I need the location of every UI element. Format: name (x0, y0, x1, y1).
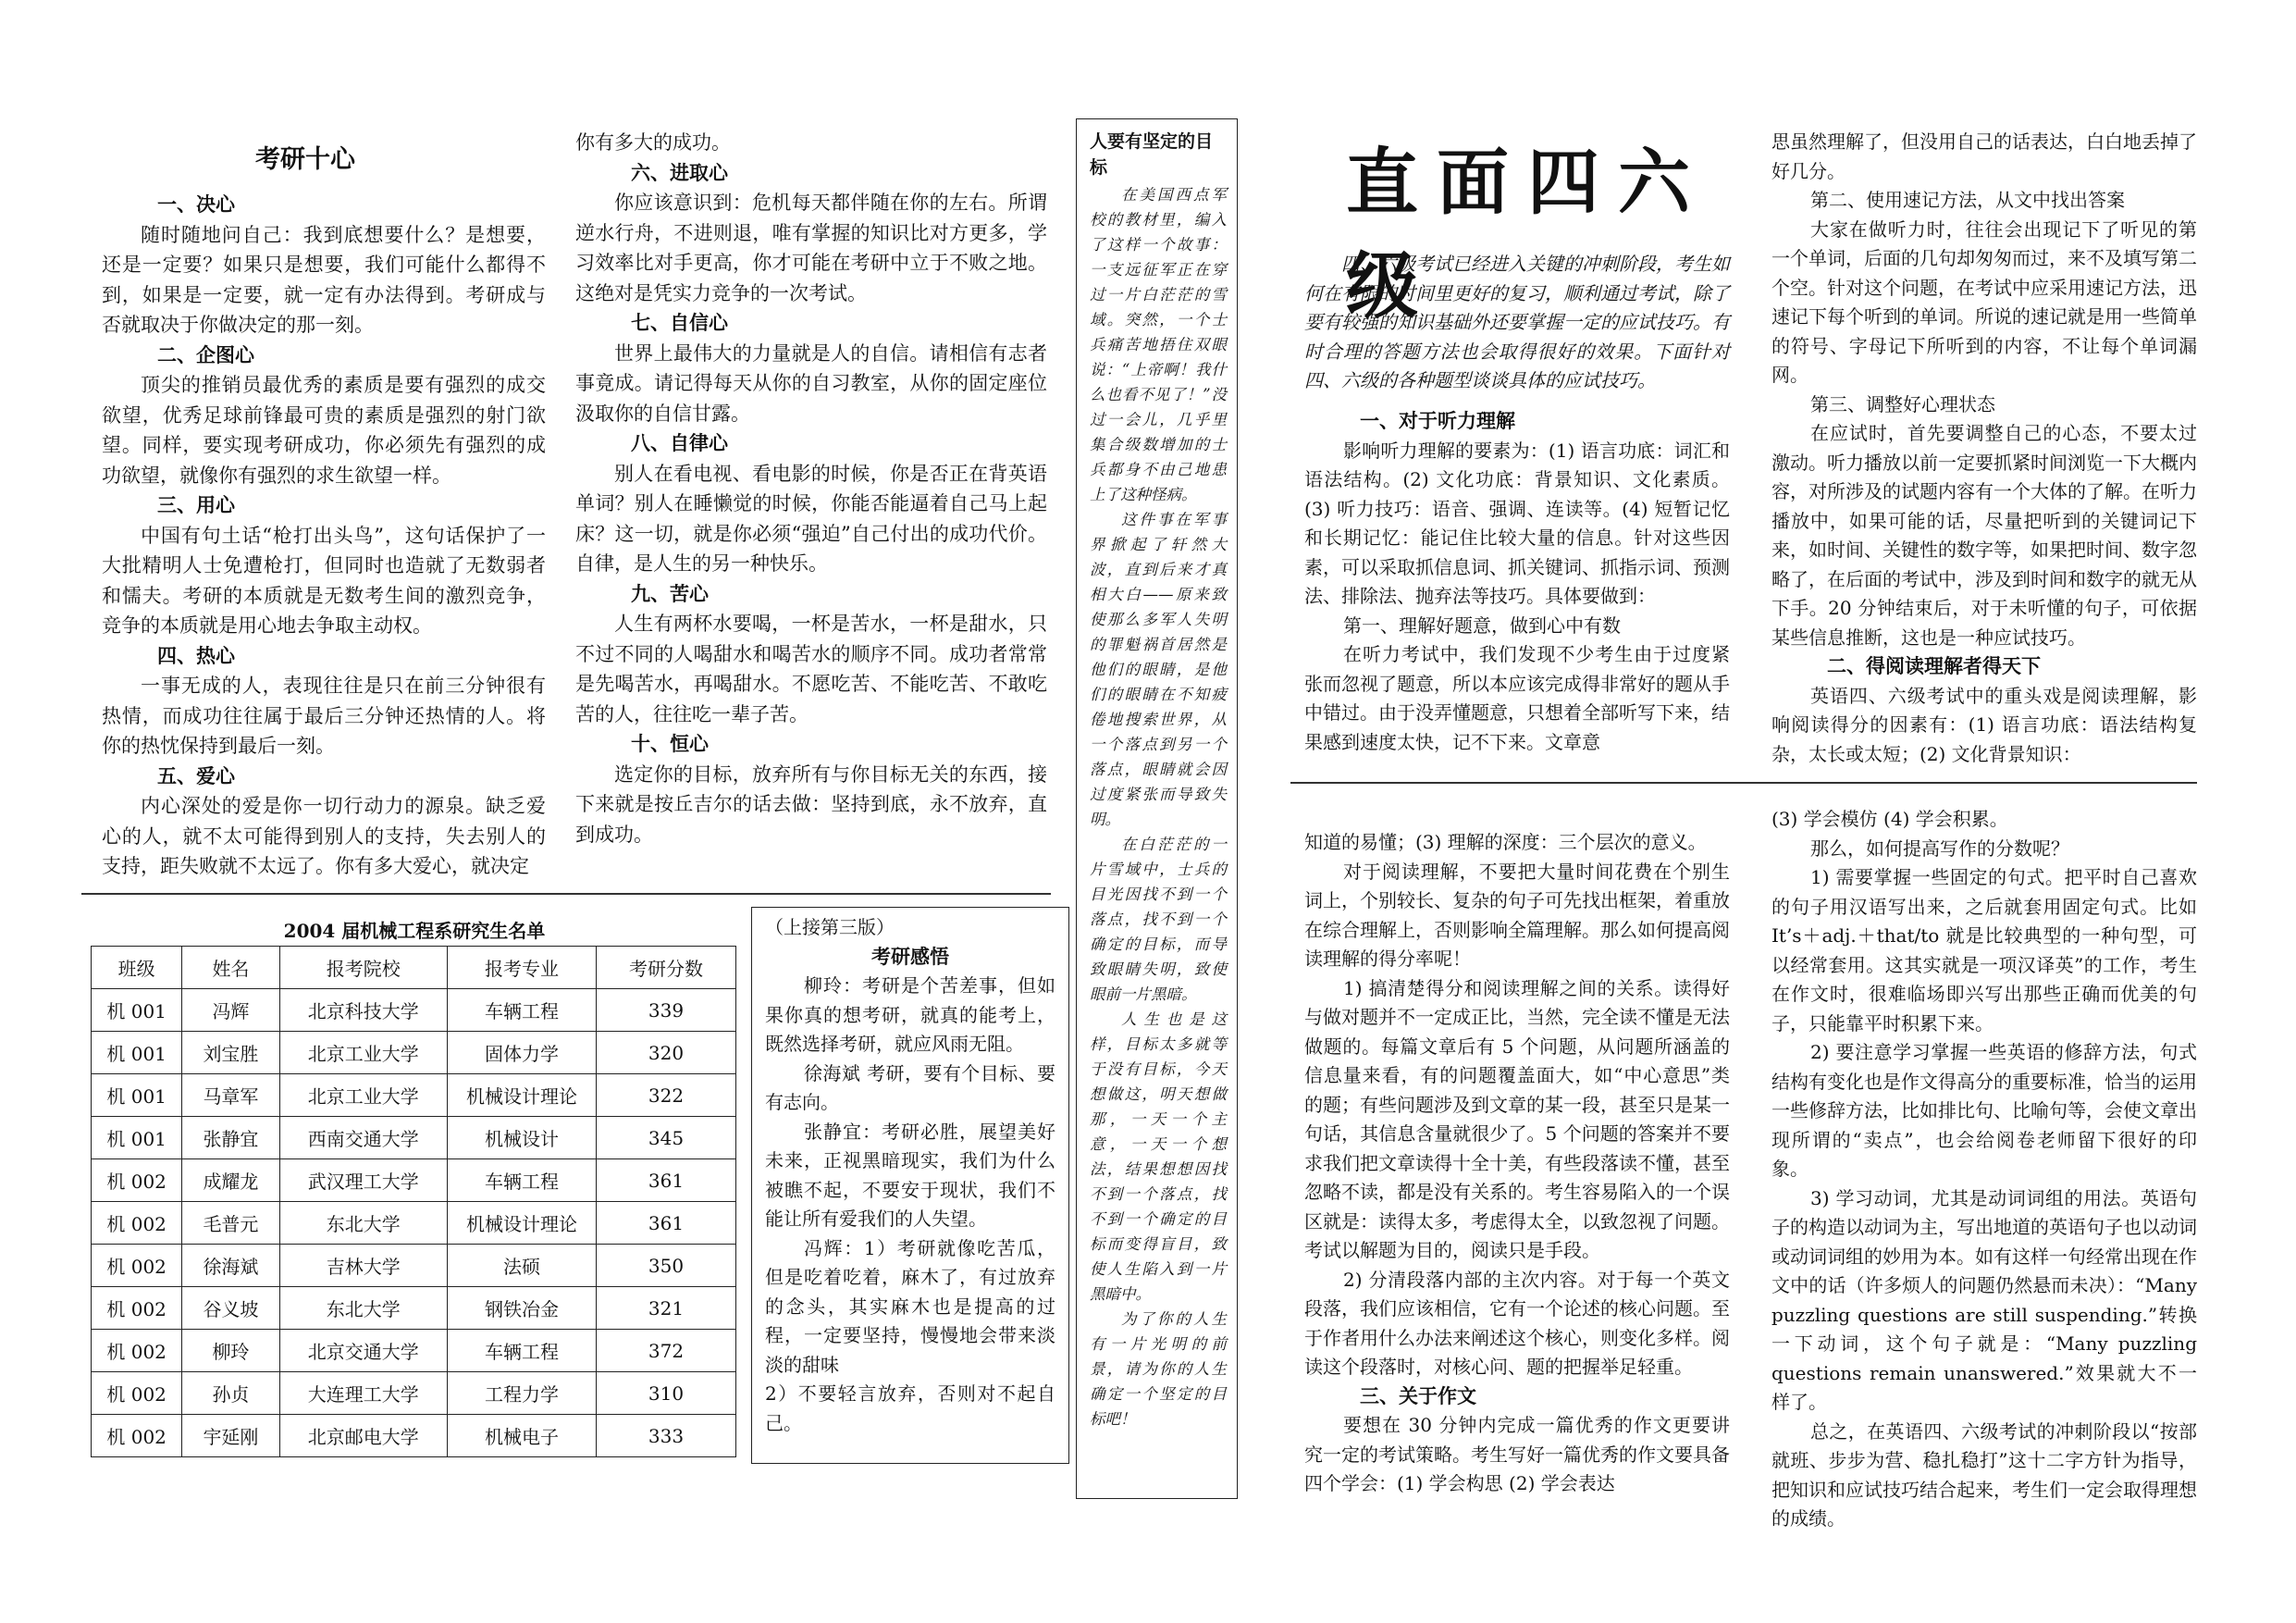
section-heading: 二、得阅读理解者得天下 (1827, 655, 2041, 677)
paragraph: 2) 分清段落内部的主次内容。对于每一个英文段落，我们应该相信，它有一个论述的核心问题。至于作者用什么办法来阐述这个核心，则变化多样。阅读这个段落时，对核心问、题的把握举足轻重。 (1304, 1268, 1730, 1378)
paragraph: 柳玲：考研是个苦差事，但如果你真的想考研，就真的能考上，既然选择考研，就应风雨无阻。 (765, 974, 1055, 1055)
paragraph: 知道的易懂；(3) 理解的深度：三个层次的意义。 (1304, 831, 1707, 853)
section-heading: 七、自信心 (631, 312, 728, 334)
section-heading: 八、自律心 (631, 432, 728, 454)
table-cell: 机械设计理论 (447, 1074, 596, 1117)
paragraph: (3) 学会模仿 (4) 学会积累。 (1771, 808, 2008, 830)
table-cell: 钢铁冶金 (447, 1287, 596, 1330)
paragraph: 顶尖的推销员最优秀的素质是要有强烈的成交欲望，优秀足球前锋最可贵的素质是强烈的射门欲望。同样，要实现考研成功，你必须先有强烈的成功欲望，就像你有强烈的求生欲望一样。 (102, 374, 546, 487)
column-header: 班级 (92, 947, 182, 989)
section-heading: 一、决心 (157, 193, 235, 216)
table-row (92, 1372, 736, 1415)
table-cell: 北京工业大学 (279, 1032, 447, 1074)
table-cell: 吉林大学 (279, 1245, 447, 1287)
paragraph: 中国有句土话“枪打出头鸟”，这句话保护了一大批精明人士免遭枪打，但同时也造就了无数弱者和懦夫。考研的本质就是无数考生间的激烈竞争，竞争的本质就是用心地去争取主动权。 (102, 524, 546, 637)
paragraph: 在应试时，首先要调整自己的心态，不要太过激动。听力播放以前一定要抓紧时间浏览一下大概内容，对所涉及的试题内容有一个大体的了解。在听力播放中，如果可能的话，尽量把听到的关键词记下来，如时间、关键性的数字等，如果把时间、数字忽略了，在后面的考试中，涉及到时间和数字的就无从下手。20 分钟结束后，对于未听懂的句子，可依据某些信息推断，这也是一种应试技巧。 (1771, 422, 2197, 649)
table-cell: 机 001 (92, 1074, 182, 1117)
table-cell: 机 002 (92, 1287, 182, 1330)
section-heading: 六、进取心 (631, 161, 728, 184)
table-row (92, 1287, 736, 1330)
table-cell: 刘宝胜 (182, 1032, 279, 1074)
paragraph: 在听力考试中，我们发现不少考生由于过度紧张而忽视了题意，所以本应该完成得非常好的题从手中错过。由于没弄懂题意，只想着全部听写下来，结果感到速度太快，记不下来。文章意 (1304, 643, 1730, 753)
paragraph: 那么，如何提高写作的分数呢？ (1810, 836, 2069, 860)
table-cell: 机 001 (92, 989, 182, 1032)
paragraph: 3) 学习动词，尤其是动词词组的用法。英语句子的构造以动词为主，写出地道的英语句子也以动词或动词词组的妙用为本。如有这样一句经常出现在作文中的话（许多烦人的问题仍然悬而未决）：“Many puzzling questions are still suspending.”转换一下动词，这个句子就是：“Many puzzling questions remain unanswered.”效果就大不一样了。 (1771, 1186, 2197, 1413)
roster-caption: 2004 届机械工程系研究生名单 (283, 920, 546, 942)
table-row (92, 1330, 736, 1372)
table-cell: 机 002 (92, 1202, 182, 1245)
paragraph: 张静宜：考研必胜，展望美好未来，正视黑暗现实，我们为什么被瞧不起，不要安于现状，我们不能让所有爱我们的人失望。 (765, 1120, 1055, 1230)
table-cell: 徐海斌 (182, 1245, 279, 1287)
paragraph: 1) 需要掌握一些固定的句式。把平时自己喜欢的句子用汉语写出来，之后就套用固定句式。比如 It’s＋adj.＋that/to 就是比较典型的一种句型，可以经常套用。这其实就是一项汉译英”的工作，考生在作文时，很难临场即兴写出那些正确而优美的句子，只能靠平时积累下来。 (1771, 866, 2197, 1035)
column-header: 报考专业 (447, 947, 596, 989)
paragraph: 随时随地问自己：我到底想要什么？是想要，还是一定要？如果只是想要，我们可能什么都得不到，如果是一定要，就一定有办法得到。考研成与否就取决于你做决定的那一刻。 (102, 223, 546, 336)
table-cell: 车辆工程 (447, 1330, 596, 1372)
section-heading: 一、对于听力理解 (1360, 410, 1515, 432)
narrow-article (1090, 182, 1227, 1431)
paragraph: 徐海斌 考研，要有个目标、要有志向。 (765, 1061, 1055, 1113)
cet-intro (1304, 250, 1730, 396)
table-cell: 310 (597, 1372, 736, 1415)
table-cell: 机 002 (92, 1330, 182, 1372)
cet-column-d (1771, 805, 2197, 1534)
article-title-cet: 直面四六级 (1346, 141, 1710, 328)
column-header: 姓名 (182, 947, 279, 989)
table-cell: 机械设计理论 (447, 1202, 596, 1245)
table-cell: 工程力学 (447, 1372, 596, 1415)
table-cell: 西南交通大学 (279, 1117, 447, 1159)
table-cell: 大连理工大学 (279, 1372, 447, 1415)
section-heading: 十、恒心 (631, 733, 709, 755)
cet-column-b (1771, 128, 2197, 769)
paragraph: 在美国西点军校的教材里，编入了这样一个故事：一支远征军正在穿过一片白茫茫的雪域。突然，一个士兵痛苦地捂住双眼说：“上帝啊！我什么也看不见了！”没过一会儿，几乎里集合级数增加的士兵都身不由己地患上了这种怪病。 (1090, 186, 1227, 503)
table-cell: 机械设计 (447, 1117, 596, 1159)
table-row (92, 1245, 736, 1287)
table-cell: 固体力学 (447, 1032, 596, 1074)
cet-column-c (1304, 828, 1730, 1499)
table-cell: 孙贞 (182, 1372, 279, 1415)
paragraph: 思虽然理解了，但没用自己的话表达，白白地丢掉了好几分。 (1771, 130, 2197, 182)
paragraph: 总之，在英语四、六级考试的冲刺阶段以“按部就班、步步为营、稳扎稳打”这十二字方针为指导，把知识和应试技巧结合起来，考生们一定会取得理想的成绩。 (1771, 1419, 2197, 1530)
paragraph: 人生也是这样，目标太多就等于没有目标，今天想做这，明天想做那，一天一个主意，一天一个想法，结果想想因找不到一个落点，找不到一个确定的目标而变得盲目，致使人生陷入到一片黑暗中。 (1090, 1010, 1227, 1303)
continued-note: （上接第三版） (765, 916, 895, 938)
table-cell: 机 002 (92, 1245, 182, 1287)
table-cell: 张静宜 (182, 1117, 279, 1159)
table-cell: 机 002 (92, 1372, 182, 1415)
section-heading: 三、用心 (157, 494, 235, 516)
paragraph: 内心深处的爱是你一切行动力的源泉。缺乏爱心的人，就不太可能得到别人的支持，失去别人的支持，距失败就不太远了。你有多大爱心，就决定 (102, 795, 546, 877)
table-cell: 339 (597, 989, 736, 1032)
table-row (92, 1074, 736, 1117)
paragraph: 别人在看电视、看电影的时候，你是否正在背英语单词？别人在睡懒觉的时候，你能否能逼着自己马上起床？这一切，就是你必须“强迫”自己付出的成功代价。自律，是人生的另一种快乐。 (575, 462, 1047, 575)
table-cell: 350 (597, 1245, 736, 1287)
table-cell: 361 (597, 1159, 736, 1202)
left-divider (81, 893, 1051, 895)
table-cell: 武汉理工大学 (279, 1159, 447, 1202)
narrow-title: 人要有坚定的目标 (1090, 131, 1214, 178)
paragraph: 影响听力理解的要素为：(1) 语言功底：词汇和语法结构。(2) 文化功底：背景知识、文化素质。(3) 听力技巧：语音、强调、连读等。(4) 短暂记忆和长期记忆：能记住比较大量的信息。针对这些因素，可以采取抓信息词、抓关键词、抓指示词、预测法、排除法、抛弃法等技巧。具体要做到： (1304, 439, 1730, 607)
article-title-kaoyan: 考研十心 (255, 145, 355, 174)
table-row (92, 1159, 736, 1202)
table-row (92, 1032, 736, 1074)
intro-text: 四、六级考试已经进入关键的冲刺阶段，考生如何在有限的时间里更好的复习，顺利通过考试，除了要有较强的知识基础外还要掌握一定的应试技巧。有时合理的答题方法也会取得很好的效果。下面针对四、六级的各种题型谈谈具体的应试技巧。 (1304, 253, 1730, 391)
paragraph: 要想在 30 分钟内完成一篇优秀的作文更要讲究一定的考试策略。考生写好一篇优秀的作文要具备四个学会：(1) 学会构思 (2) 学会表达 (1304, 1414, 1730, 1494)
section-heading: 九、苦心 (631, 582, 709, 605)
feelings-box (751, 907, 1069, 1464)
table-cell: 机 001 (92, 1117, 182, 1159)
paragraph: 这件事在军事界掀起了轩然大波，直到后来才真相大白——原来致使那么多军人失明的罪魁祸首居然是他们的眼睛，是他们的眼睛在不知疲倦地搜索世界，从一个落点到另一个落点，眼睛就会因过度紧张而导致失明。 (1090, 511, 1227, 828)
table-cell: 机 001 (92, 1032, 182, 1074)
paragraph: 英语四、六级考试中的重头戏是阅读理解，影响阅读得分的因素有：(1) 语言功底：语法结构复杂，太长或太短；(2) 文化背景知识： (1771, 684, 2197, 765)
paragraph: 你应该意识到：危机每天都伴随在你的左右。所谓逆水行舟，不进则退，唯有掌握的知识比对方更多，学习效率比对手更高，你才可能在考研中立于不败之地。这绝对是凭实力竞争的一次考试。 (575, 192, 1047, 304)
table-header-row (92, 947, 736, 989)
paragraph: 第一、理解好题意，做到心中有数 (1343, 613, 1621, 637)
paragraph: 冯辉：1）考研就像吃苦瓜，但是吃着吃着，麻木了，有过放弃的念头，其实麻木也是提高的过程，一定要坚持，慢慢地会带来淡淡的甜味 (765, 1236, 1055, 1376)
column-header: 考研分数 (597, 947, 736, 989)
table-cell: 谷义坡 (182, 1287, 279, 1330)
section-heading: 二、企图心 (157, 343, 254, 366)
kaoyan-column-2 (575, 128, 1047, 849)
paragraph: 大家在做听力时，往往会出现记下了听见的第一个单词，后面的几句却匆匆而过，来不及填写第二个空。针对这个问题，在考试中应采用速记方法，迅速记下每个听到的单词。所说的速记就是用一些简单的符号、字母记下所听到的内容，不让每个单词漏网。 (1771, 217, 2197, 386)
table-cell: 法硕 (447, 1245, 596, 1287)
paragraph: 选定你的目标，放弃所有与你目标无关的东西，接下来就是按丘吉尔的话去做：坚持到底，永不放弃，直到成功。 (575, 762, 1047, 846)
paragraph: 第三、调整好心理状态 (1810, 392, 1995, 415)
table-cell: 320 (597, 1032, 736, 1074)
paragraph: 2) 要注意学习掌握一些英语的修辞方法，句式结构有变化也是作文得高分的重要标准，恰当的运用一些修辞方法，比如排比句、比喻句等，会使文章出现所谓的“卖点”，也会给阅卷老师留下很好的印象。 (1771, 1041, 2197, 1180)
table-cell: 毛普元 (182, 1202, 279, 1245)
table-cell: 345 (597, 1117, 736, 1159)
table-cell: 宇延刚 (182, 1415, 279, 1457)
paragraph: 2）不要轻言放弃，否则对不起自己。 (765, 1382, 1055, 1434)
table-cell: 东北大学 (279, 1287, 447, 1330)
table-cell: 机 002 (92, 1159, 182, 1202)
paragraph: 第二、使用速记方法，从文中找出答案 (1810, 189, 2125, 211)
paragraph: 在白茫茫的一片雪域中，士兵的目光因找不到一个落点，找不到一个确定的目标，而导致眼睛失明，致使眼前一片黑暗。 (1090, 836, 1227, 1003)
table-cell: 成耀龙 (182, 1159, 279, 1202)
table-row (92, 989, 736, 1032)
paragraph: 你有多大的成功。 (575, 131, 731, 154)
paragraph: 为了你的人生有一片光明的前景，请为你的人生确定一个坚定的目标吧！ (1090, 1310, 1227, 1428)
paragraph: 世界上最伟大的力量就是人的自信。请相信有志者事竟成。请记得每天从你的自习教室，从你的固定座位汲取你的自信甘露。 (575, 341, 1047, 425)
table-cell: 北京科技大学 (279, 989, 447, 1032)
table-cell: 322 (597, 1074, 736, 1117)
table-cell: 333 (597, 1415, 736, 1457)
table-cell: 机 002 (92, 1415, 182, 1457)
right-divider (1290, 782, 2197, 784)
feelings-title: 考研感悟 (871, 945, 949, 968)
table-cell: 372 (597, 1330, 736, 1372)
table-cell: 马章军 (182, 1074, 279, 1117)
section-heading: 三、关于作文 (1360, 1384, 1476, 1407)
cet-column-a (1304, 407, 1730, 757)
paragraph: 对于阅读理解，不要把大量时间花费在个别生词上，个别较长、复杂的句子可先找出框架，着重放在综合理解上，否则影响全篇理解。那么如何提高阅读理解的得分率呢！ (1304, 860, 1730, 970)
paragraph: 人生有两杯水要喝，一杯是苦水，一杯是甜水，只不过不同的人喝甜水和喝苦水的顺序不同。成功者常常是先喝苦水，再喝甜水。不愿吃苦、不能吃苦、不敢吃苦的人，往往吃一辈子苦。 (575, 613, 1047, 725)
table-cell: 车辆工程 (447, 1159, 596, 1202)
table-cell: 东北大学 (279, 1202, 447, 1245)
table-cell: 柳玲 (182, 1330, 279, 1372)
table-row (92, 1202, 736, 1245)
table-cell: 冯辉 (182, 989, 279, 1032)
paragraph: 1) 搞清楚得分和阅读理解之间的关系。读得好与做对题并不一定成正比，当然，完全读不懂是无法做题的。每篇文章后有 5 个问题，从问题所涵盖的信息量来看，有的问题覆盖面大，如“中心意思”类的题；有些问题涉及到文章的某一段，甚至只是某一句话，其信息含量就很少了。5 个问题的答案并不要求我们把文章读得十全十美，有些段落读不懂，甚至忽略不读，都是没有关系的。考生容易陷入的一个误区就是：读得太多，考虑得太全，以致忽视了问题。考试以解题为目的，阅读只是手段。 (1304, 976, 1730, 1261)
table-cell: 361 (597, 1202, 736, 1245)
table-cell: 机械电子 (447, 1415, 596, 1457)
table-row (92, 1117, 736, 1159)
narrow-box (1076, 118, 1238, 1499)
table-cell: 车辆工程 (447, 989, 596, 1032)
table-cell: 北京交通大学 (279, 1330, 447, 1372)
section-heading: 五、爱心 (157, 764, 235, 787)
kaoyan-column-1 (102, 190, 546, 882)
table-row (92, 1415, 736, 1457)
section-heading: 四、热心 (157, 644, 235, 667)
table-cell: 北京邮电大学 (279, 1415, 447, 1457)
table-cell: 321 (597, 1287, 736, 1330)
table-cell: 北京工业大学 (279, 1074, 447, 1117)
roster-table (91, 946, 736, 1457)
paragraph: 一事无成的人，表现往往是只在前三分钟很有热情，而成功往往属于最后三分钟还热情的人。将你的热忱保持到最后一刻。 (102, 675, 546, 757)
column-header: 报考院校 (279, 947, 447, 989)
